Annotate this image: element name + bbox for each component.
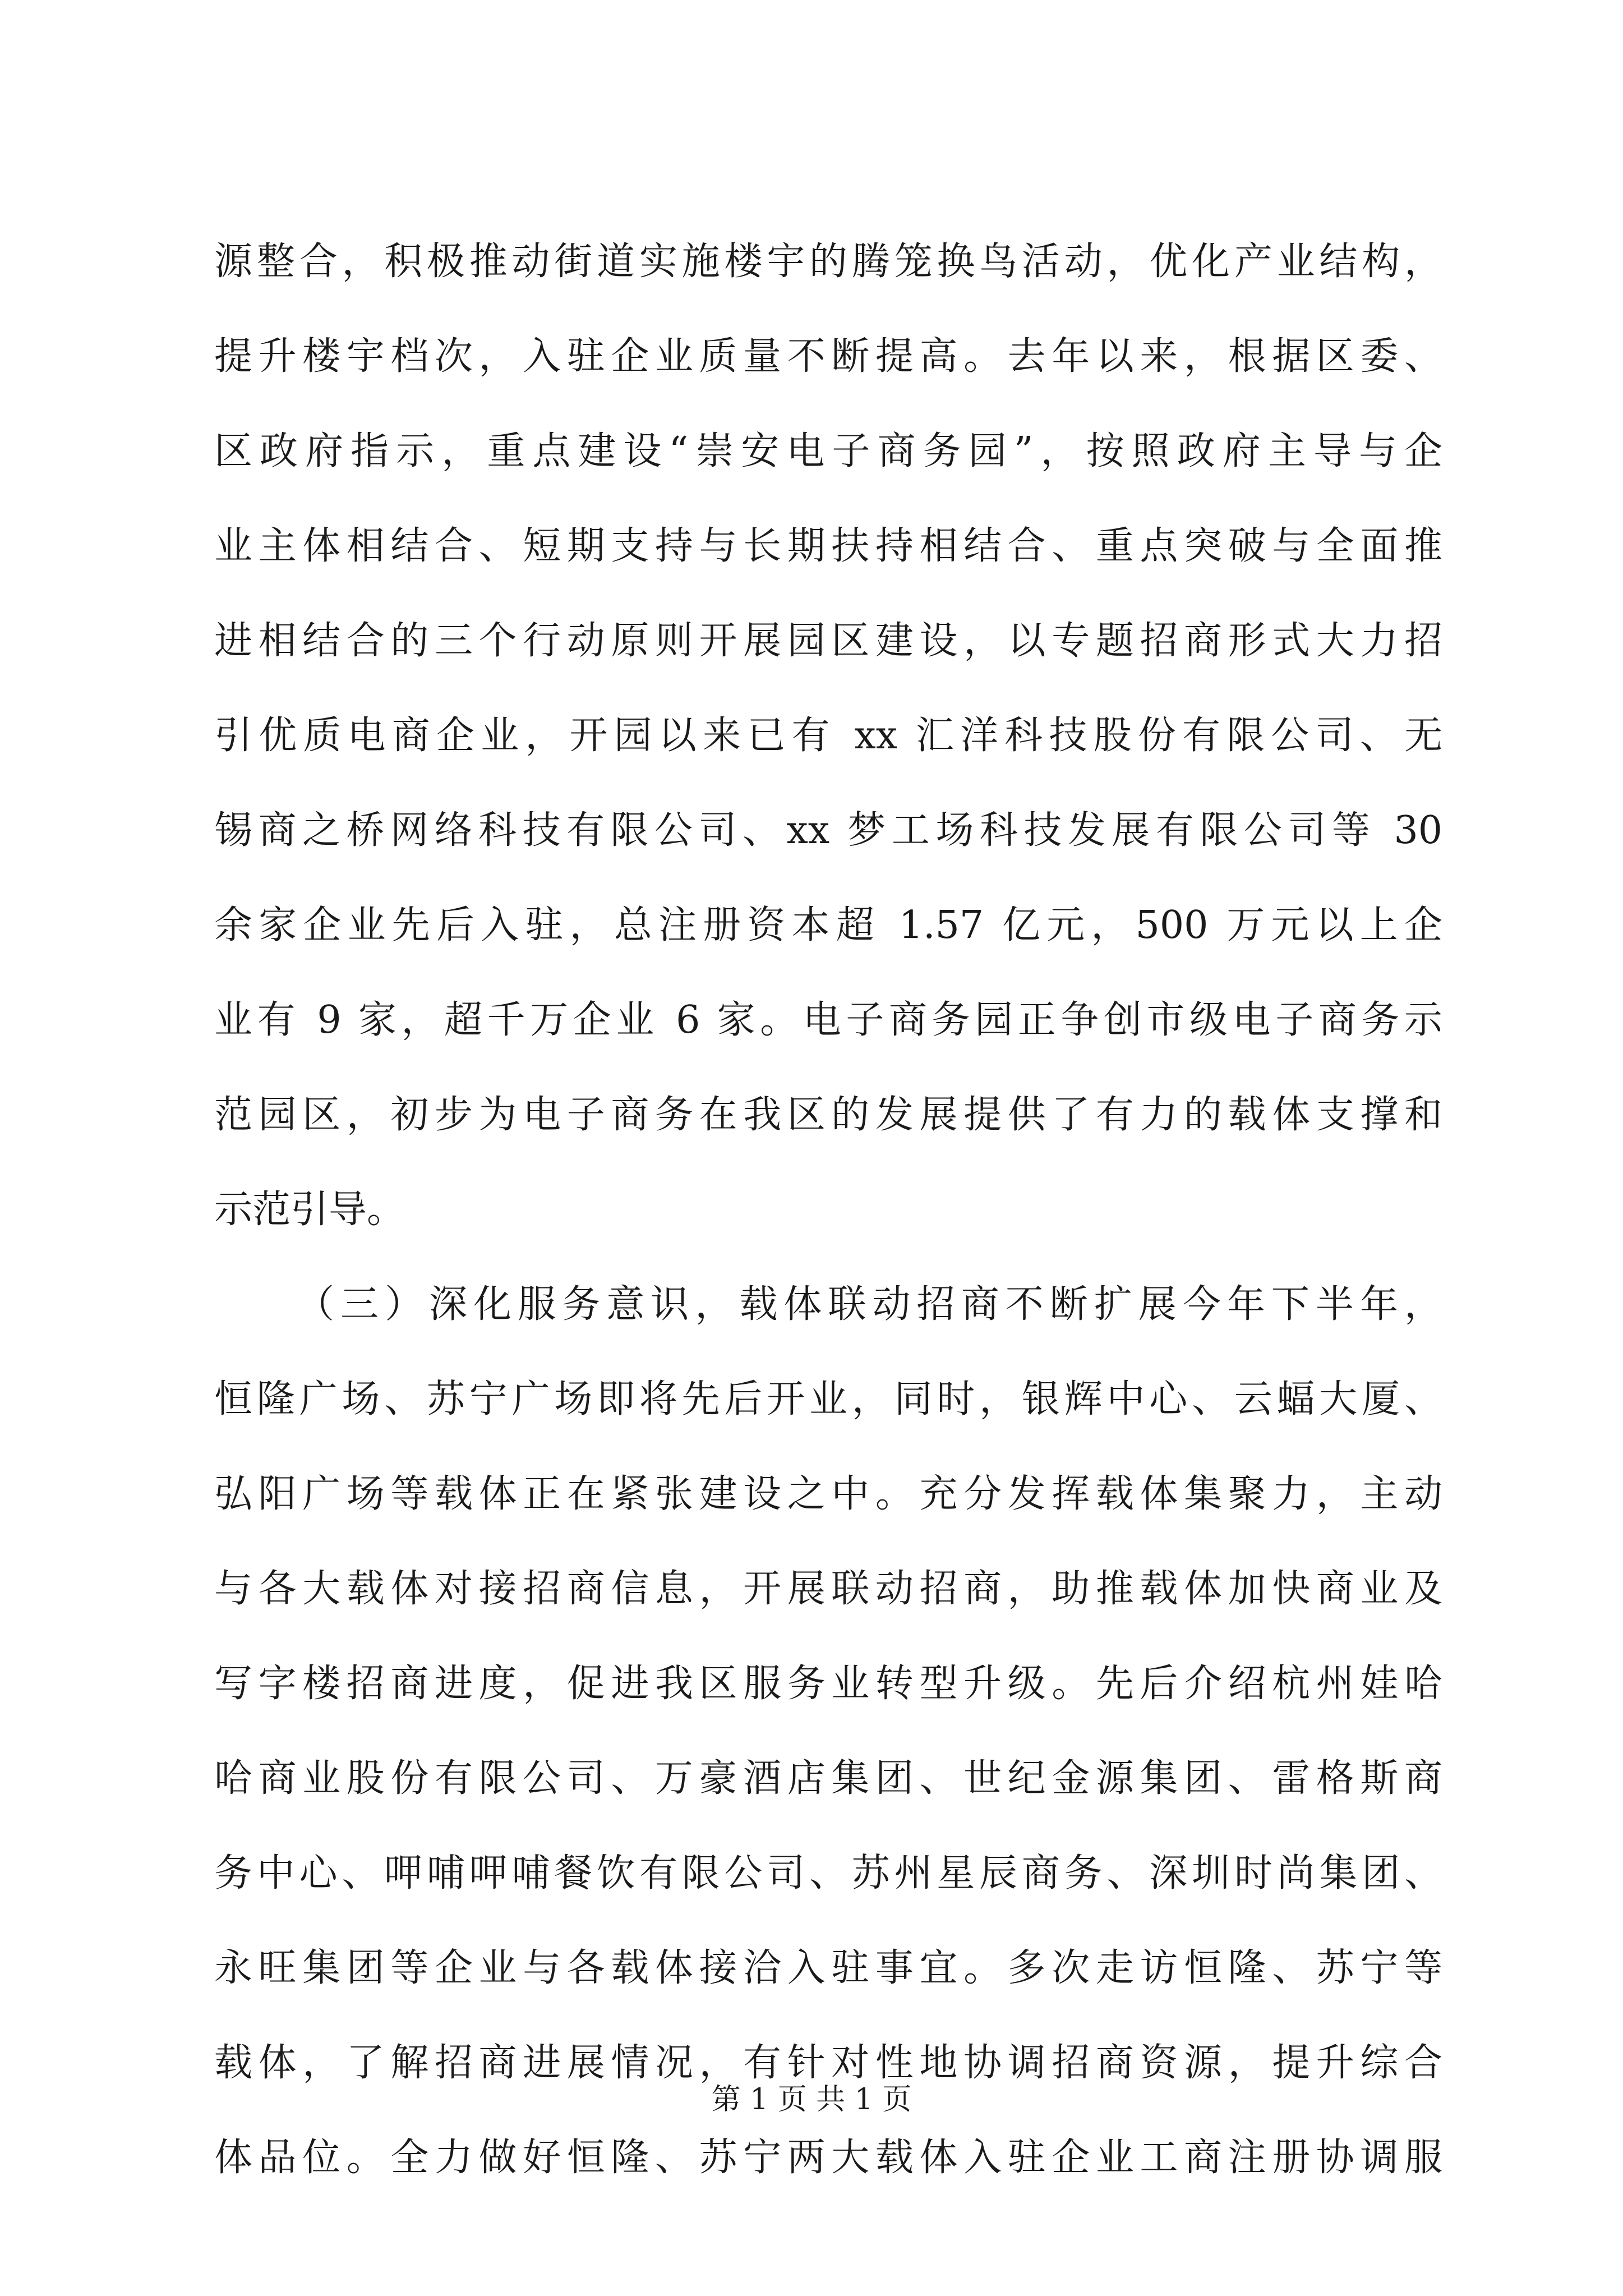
- text-line: 弘阳广场等载体正在紧张建设之中。充分发挥载体集聚力，主动: [214, 1472, 1442, 1516]
- page-footer: 第 1 页 共 1 页: [711, 2083, 912, 2116]
- text-line: 示范引导。: [214, 1188, 405, 1232]
- text-line: 务中心、呷哺呷哺餐饮有限公司、苏州星辰商务、深圳时尚集团、: [214, 1851, 1442, 1895]
- section-heading-line: （三）深化服务意识，载体联动招商不断扩展今年下半年，: [296, 1282, 1442, 1327]
- text-line: 体品位。全力做好恒隆、苏宁两大载体入驻企业工商注册协调服: [214, 2136, 1442, 2180]
- text-line: 提升楼宇档次，入驻企业质量不断提高。去年以来，根据区委、: [214, 334, 1442, 379]
- paragraph-2: [214, 1257, 1442, 2205]
- text-line: 写字楼招商进度，促进我区服务业转型升级。先后介绍杭州娃哈: [214, 1662, 1442, 1706]
- text-line: 恒隆广场、苏宁广场即将先后开业，同时，银辉中心、云蝠大厦、: [214, 1377, 1442, 1421]
- text-line: 源整合，积极推动街道实施楼宇的腾笼换鸟活动，优化产业结构，: [214, 240, 1442, 284]
- text-line: 业主体相结合、短期支持与长期扶持相结合、重点突破与全面推: [214, 524, 1442, 568]
- text-line: 载体，了解招商进展情况，有针对性地协调招商资源，提升综合: [214, 2041, 1442, 2085]
- text-line: 区政府指示，重点建设“崇安电子商务园”，按照政府主导与企: [214, 429, 1442, 473]
- text-line: 业有 9 家，超千万企业 6 家。电子商务园正争创市级电子商务示: [214, 998, 1442, 1042]
- document-body: [214, 214, 1442, 2205]
- paragraph-1: [214, 214, 1442, 1257]
- text-line: 与各大载体对接招商信息，开展联动招商，助推载体加快商业及: [214, 1567, 1442, 1611]
- text-line: 永旺集团等企业与各载体接洽入驻事宜。多次走访恒隆、苏宁等: [214, 1946, 1442, 1990]
- text-line: 范园区，初步为电子商务在我区的发展提供了有力的载体支撑和: [214, 1093, 1442, 1137]
- text-line: 锡商之桥网络科技有限公司、xx 梦工场科技发展有限公司等 30: [214, 808, 1442, 853]
- text-line: 进相结合的三个行动原则开展园区建设，以专题招商形式大力招: [214, 619, 1442, 663]
- text-line: 余家企业先后入驻，总注册资本超 1.57 亿元，500 万元以上企: [214, 903, 1442, 947]
- text-line: 引优质电商企业，开园以来已有 xx 汇洋科技股份有限公司、无: [214, 714, 1442, 758]
- text-line: 哈商业股份有限公司、万豪酒店集团、世纪金源集团、雷格斯商: [214, 1756, 1442, 1801]
